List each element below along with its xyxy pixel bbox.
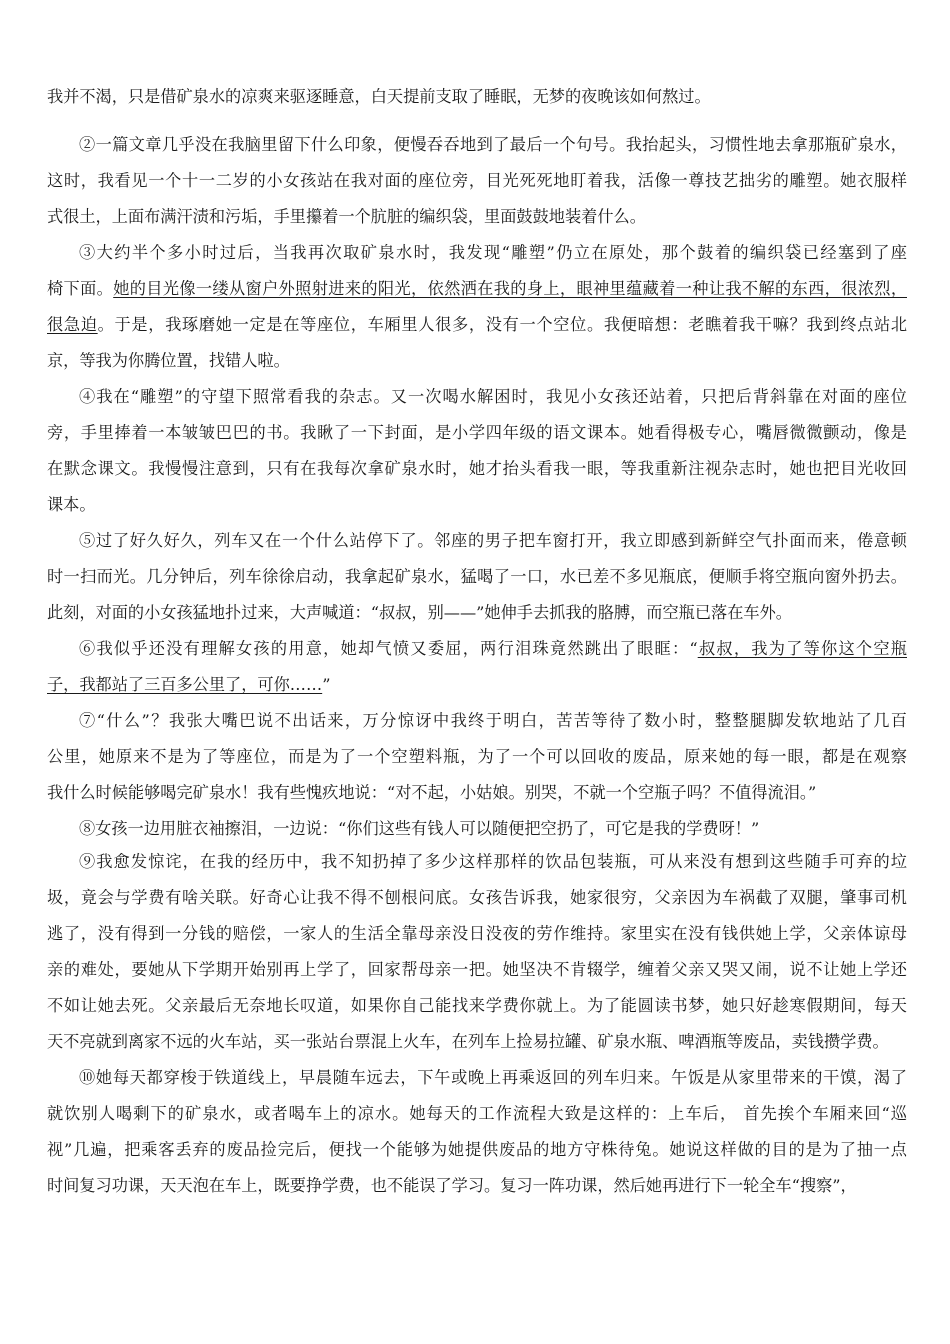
text-run: ④我在“雕塑”的守望下照常看我的杂志。又一次喝水解困时，我见小女孩还站着，只把后背斜靠在对面的座位 <box>79 387 907 406</box>
text-run: 时一扫而光。几分钟后，列车徐徐启动，我拿起矿泉水，猛喝了一口，水已差不多见瓶底，便顺手将空瓶向窗外扔去。 <box>47 567 907 586</box>
text-run: 此刻，对面的小女孩猛地扑过来，大声喊道：“叔叔，别——”她伸手去抓我的胳膊，而空瓶已落在车外。 <box>47 603 792 622</box>
underlined-text: 子，我都站了三百多公里了，可你…… <box>47 675 323 694</box>
text-run: 在默念课文。我慢慢注意到，只有在我每次拿矿泉水时，她才抬头看我一眼，等我重新注视杂志时，她也把目光收回 <box>47 459 907 478</box>
text-line <box>79 237 907 269</box>
text-run: 时间复习功课，天天泡在车上，既要挣学费，也不能误了学习。复习一阵功课，然后她再进行下一轮全车“搜察”， <box>47 1176 857 1195</box>
text-line <box>79 525 907 557</box>
text-line <box>47 417 907 449</box>
text-line <box>47 453 907 485</box>
text-line <box>47 741 907 773</box>
text-run: 这时，我看见一个十一二岁的小女孩站在我对面的座位旁，目光死死地盯着我，活像一尊技艺拙劣的雕塑。她衣服样 <box>47 171 907 190</box>
text-run: ⑩她每天都穿梭于铁道线上，早晨随车远去，下午或晚上再乘返回的列车归来。午饭是从家里带来的干馍，渴了 <box>79 1068 907 1087</box>
text-line <box>47 918 907 950</box>
text-run: 式很土，上面布满汗渍和污垢，手里攥着一个肮脏的编织袋，里面鼓鼓地装着什么。 <box>47 207 646 226</box>
text-line <box>79 813 907 845</box>
text-line <box>47 954 907 986</box>
text-run: 旁，手里捧着一本皱皱巴巴的书。我瞅了一下封面，是小学四年级的语文课本。她看得极专心，嘴唇微微颤动，像是 <box>47 423 907 442</box>
text-line <box>47 777 907 809</box>
text-line <box>79 1062 907 1094</box>
text-line <box>79 129 907 161</box>
text-line <box>47 201 907 233</box>
text-line <box>79 705 907 737</box>
underlined-text: 她的目光像一缕从窗户外照射进来的阳光，依然洒在我的身上，眼神里蕴藏着一种让我不解的东西，很浓烈， <box>113 279 907 298</box>
text-line <box>47 165 907 197</box>
text-run: 课本。 <box>47 495 96 514</box>
text-run: 视”几遍，把乘客丢弃的废品捡完后，便找一个能够为她提供废品的地方守株待兔。她说这样做的目的是为了抽一点 <box>47 1140 907 1159</box>
text-run: ②一篇文章几乎没在我脑里留下什么印象，便慢吞吞地到了最后一个句号。我抬起头，习惯性地去拿那瓶矿泉水， <box>79 135 907 154</box>
text-run: 公里，她原来不是为了等座位，而是为了一个空塑料瓶，为了一个可以回收的废品，原来她的每一眼，都是在观察 <box>47 747 907 766</box>
text-run: ⑥我似乎还没有理解女孩的用意，她却气愤又委屈，两行泪珠竟然跳出了眼眶：“ <box>79 639 698 658</box>
text-run: 圾，竟会与学费有啥关联。好奇心让我不得不刨根问底。女孩告诉我，她家很穷，父亲因为车祸截了双腿，肇事司机 <box>47 888 907 907</box>
text-line <box>47 81 907 113</box>
text-run: 我什么时候能够喝完矿泉水！我有些愧疚地说：“对不起，小姑娘。别哭，不就一个空瓶子吗？不值得流泪。” <box>47 783 817 802</box>
text-run: ③大约半个多小时过后，当我再次取矿泉水时，我发现“雕塑”仍立在原处，那个鼓着的编织袋已经塞到了座 <box>79 243 907 262</box>
text-run: ” <box>322 675 331 694</box>
text-line <box>47 273 907 305</box>
text-run: 亲的难处，要她从下学期开始别再上学了，回家帮母亲一把。她坚决不肯辍学，缠着父亲又哭又闹，说不让她上学还 <box>47 960 907 979</box>
text-line <box>79 633 907 665</box>
text-line <box>47 309 907 341</box>
text-run: ⑨我愈发惊诧，在我的经历中，我不知扔掉了多少这样那样的饮品包装瓶，可从来没有想到这些随手可弃的垃 <box>79 852 907 871</box>
text-line <box>47 561 907 593</box>
text-line <box>79 381 907 413</box>
text-run: 京，等我为你腾位置，找错人啦。 <box>47 351 290 370</box>
text-line <box>79 846 907 878</box>
text-line <box>47 597 907 629</box>
text-run: 椅下面。 <box>47 279 114 298</box>
text-line <box>47 1098 907 1130</box>
text-run: 不如让她去死。父亲最后无奈地长叹道，如果你自己能找来学费你就上。为了能圆读书梦，她只好趁寒假期间，每天 <box>47 996 907 1015</box>
text-run: ⑤过了好久好久，列车又在一个什么站停下了。邻座的男子把车窗打开，我立即感到新鲜空气扑面而来，倦意顿 <box>79 531 907 550</box>
text-line <box>47 1170 907 1202</box>
text-line <box>47 345 907 377</box>
underlined-text: 很急迫 <box>47 315 98 334</box>
text-run: 就饮别人喝剩下的矿泉水，或者喝车上的凉水。她每天的工作流程大致是这样的：上车后， 首先挨个车厢来回“巡 <box>47 1104 907 1123</box>
text-run: ⑧女孩一边用脏衣袖擦泪，一边说：“你们这些有钱人可以随便把空扔了，可它是我的学费呀！” <box>79 819 760 838</box>
text-run: 天不亮就到离家不远的火车站，买一张站台票混上火车，在列车上捡易拉罐、矿泉水瓶、啤酒瓶等废品，卖钱攒学费。 <box>47 1032 889 1051</box>
text-line <box>47 882 907 914</box>
text-line <box>47 990 907 1022</box>
text-run: ⑦“什么”？我张大嘴巴说不出话来，万分惊讶中我终于明白，苦苦等待了数小时，整整腿脚发软地站了几百 <box>79 711 907 730</box>
text-run: 。于是，我琢磨她一定是在等座位，车厢里人很多，没有一个空位。我便暗想：老瞧着我干嘛？我到终点站北 <box>97 315 907 334</box>
text-run: 逃了，没有得到一分钱的赔偿，一家人的生活全靠母亲没日没夜的劳作维持。家里实在没有钱供她上学，父亲体谅母 <box>47 924 907 943</box>
text-run: 我并不渴，只是借矿泉水的凉爽来驱逐睡意，白天提前支取了睡眠，无梦的夜晚该如何熬过。 <box>47 87 711 106</box>
text-line <box>47 1026 907 1058</box>
underlined-text: 叔叔，我为了等你这个空瓶 <box>697 639 907 658</box>
text-line <box>47 489 907 521</box>
text-line <box>47 1134 907 1166</box>
text-line <box>47 669 907 701</box>
